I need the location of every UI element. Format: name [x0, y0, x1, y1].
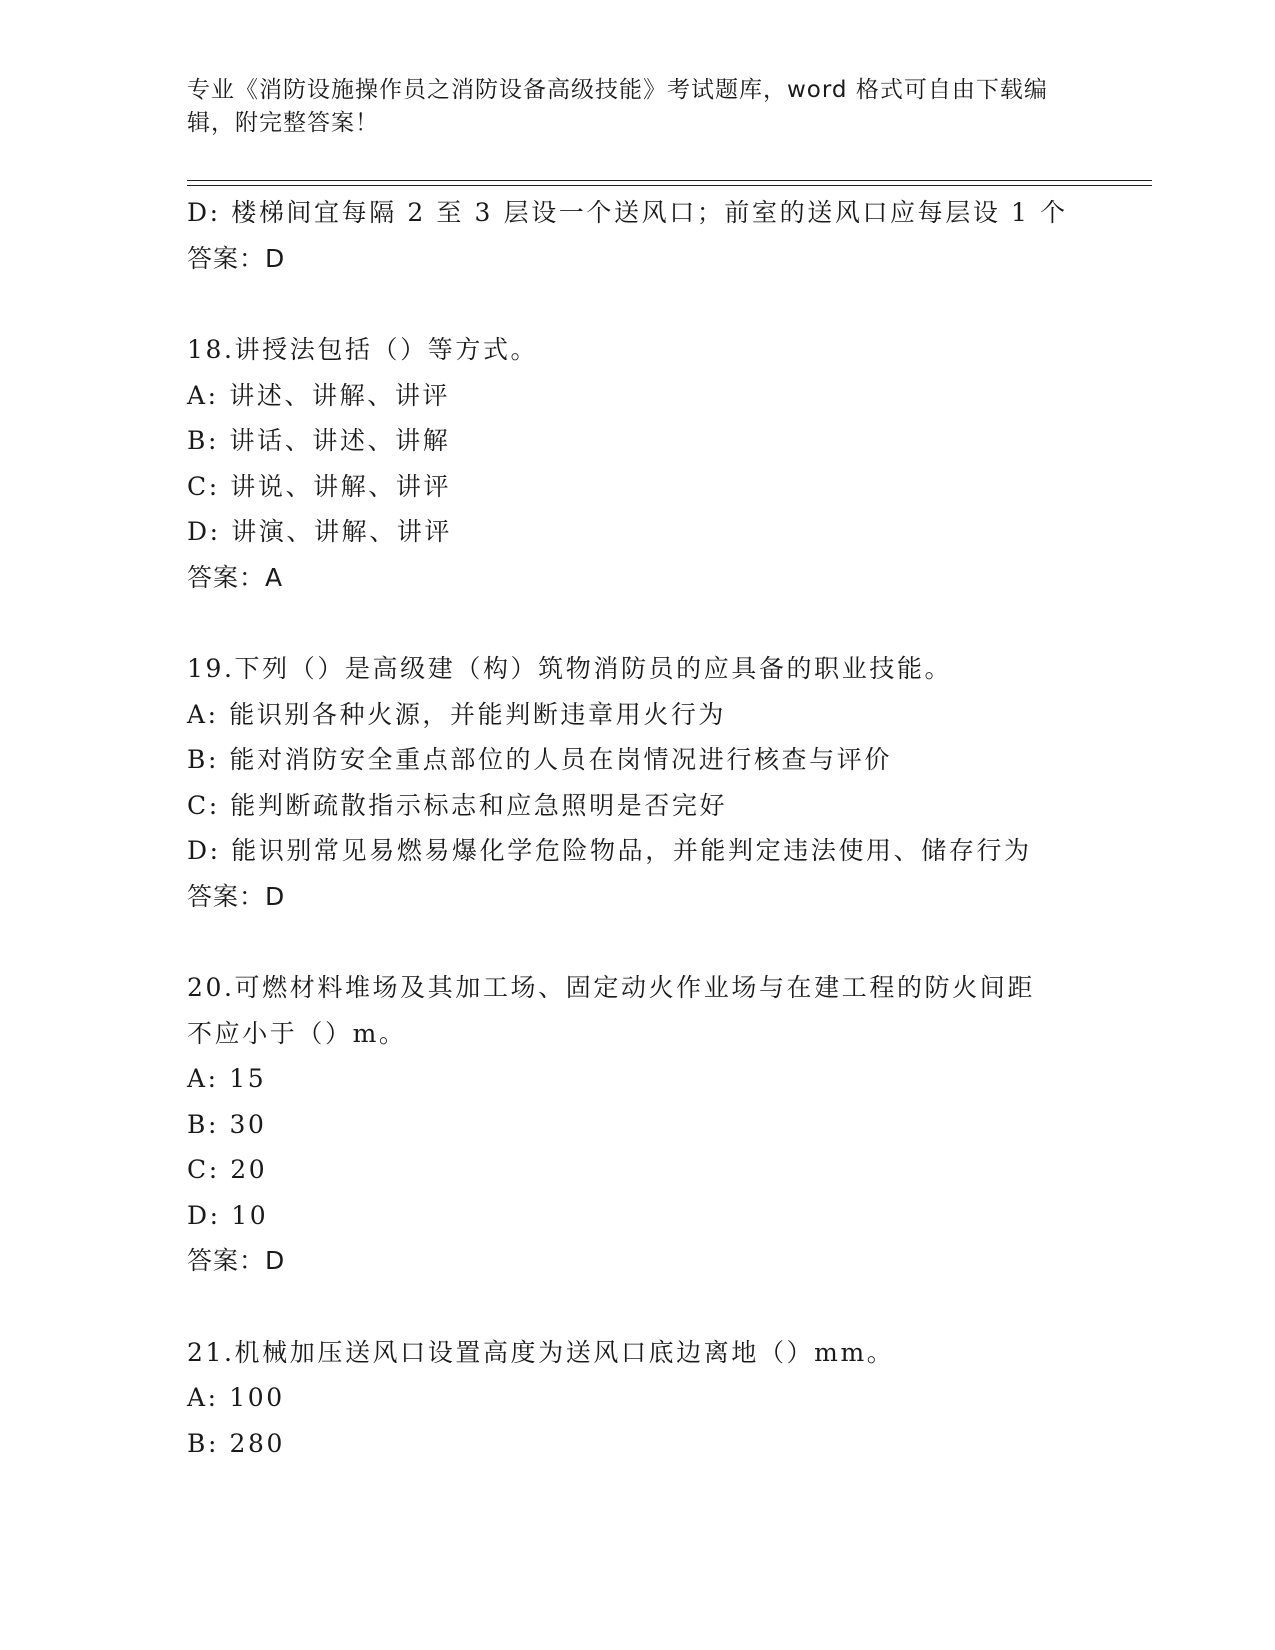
option-b: B: 讲话、讲述、讲解 — [187, 426, 451, 455]
option-d: D: 楼梯间宜每隔 2 至 3 层设一个送风口；前室的送风口应每层设 1 个 — [187, 198, 1068, 227]
option-a: A: 讲述、讲解、讲评 — [187, 380, 451, 410]
question-stem-line-1: 20.可燃材料堆场及其加工场、固定动火作业场与在建工程的防火间距 — [187, 973, 1035, 1002]
option-a: A: 100 — [187, 1383, 285, 1412]
option-c: C: 20 — [187, 1155, 268, 1184]
document-header — [187, 74, 1067, 140]
option-a: A: 能识别各种火源，并能判断违章用火行为 — [187, 699, 727, 729]
option-b: B: 30 — [187, 1109, 267, 1139]
answer-line: 答案：A — [187, 562, 284, 592]
option-b: B: 280 — [187, 1428, 286, 1458]
option-c: C: 能判断疏散指示标志和应急照明是否完好 — [187, 790, 728, 820]
option-a: A: 15 — [187, 1064, 267, 1093]
header-line-2: 辑，附完整答案！ — [187, 110, 379, 136]
answer-line: 答案：D — [187, 1246, 286, 1275]
question-20 — [187, 965, 1147, 1284]
header-line-1: 专业《消防设施操作员之消防设备高级技能》考试题库，word 格式可自由下载编 — [187, 77, 1048, 103]
option-c: C: 讲说、讲解、讲评 — [187, 471, 452, 501]
answer-line: 答案：D — [187, 243, 286, 273]
question-stem: 18.讲授法包括（）等方式。 — [187, 335, 539, 364]
header-rule-bottom — [187, 185, 1152, 186]
question-21 — [187, 1330, 1147, 1467]
question-list — [187, 190, 1147, 1466]
option-d: D: 讲演、讲解、讲评 — [187, 517, 453, 546]
option-b: B: 能对消防安全重点部位的人员在岗情况进行核查与评价 — [187, 745, 892, 774]
question-19 — [187, 646, 1147, 919]
question-stem-line-2: 不应小于（）m。 — [187, 1018, 407, 1048]
question-stem: 19.下列（）是高级建（构）筑物消防员的应具备的职业技能。 — [187, 654, 953, 683]
header-rule-top — [187, 180, 1152, 181]
option-d: D: 能识别常见易燃易爆化学危险物品，并能判定违法使用、储存行为 — [187, 836, 1032, 865]
question-17-tail — [187, 190, 1147, 281]
question-18 — [187, 327, 1147, 600]
option-d: D: 10 — [187, 1200, 269, 1230]
question-stem: 21.机械加压送风口设置高度为送风口底边离地（）mm。 — [187, 1337, 895, 1367]
answer-line: 答案：D — [187, 881, 286, 911]
